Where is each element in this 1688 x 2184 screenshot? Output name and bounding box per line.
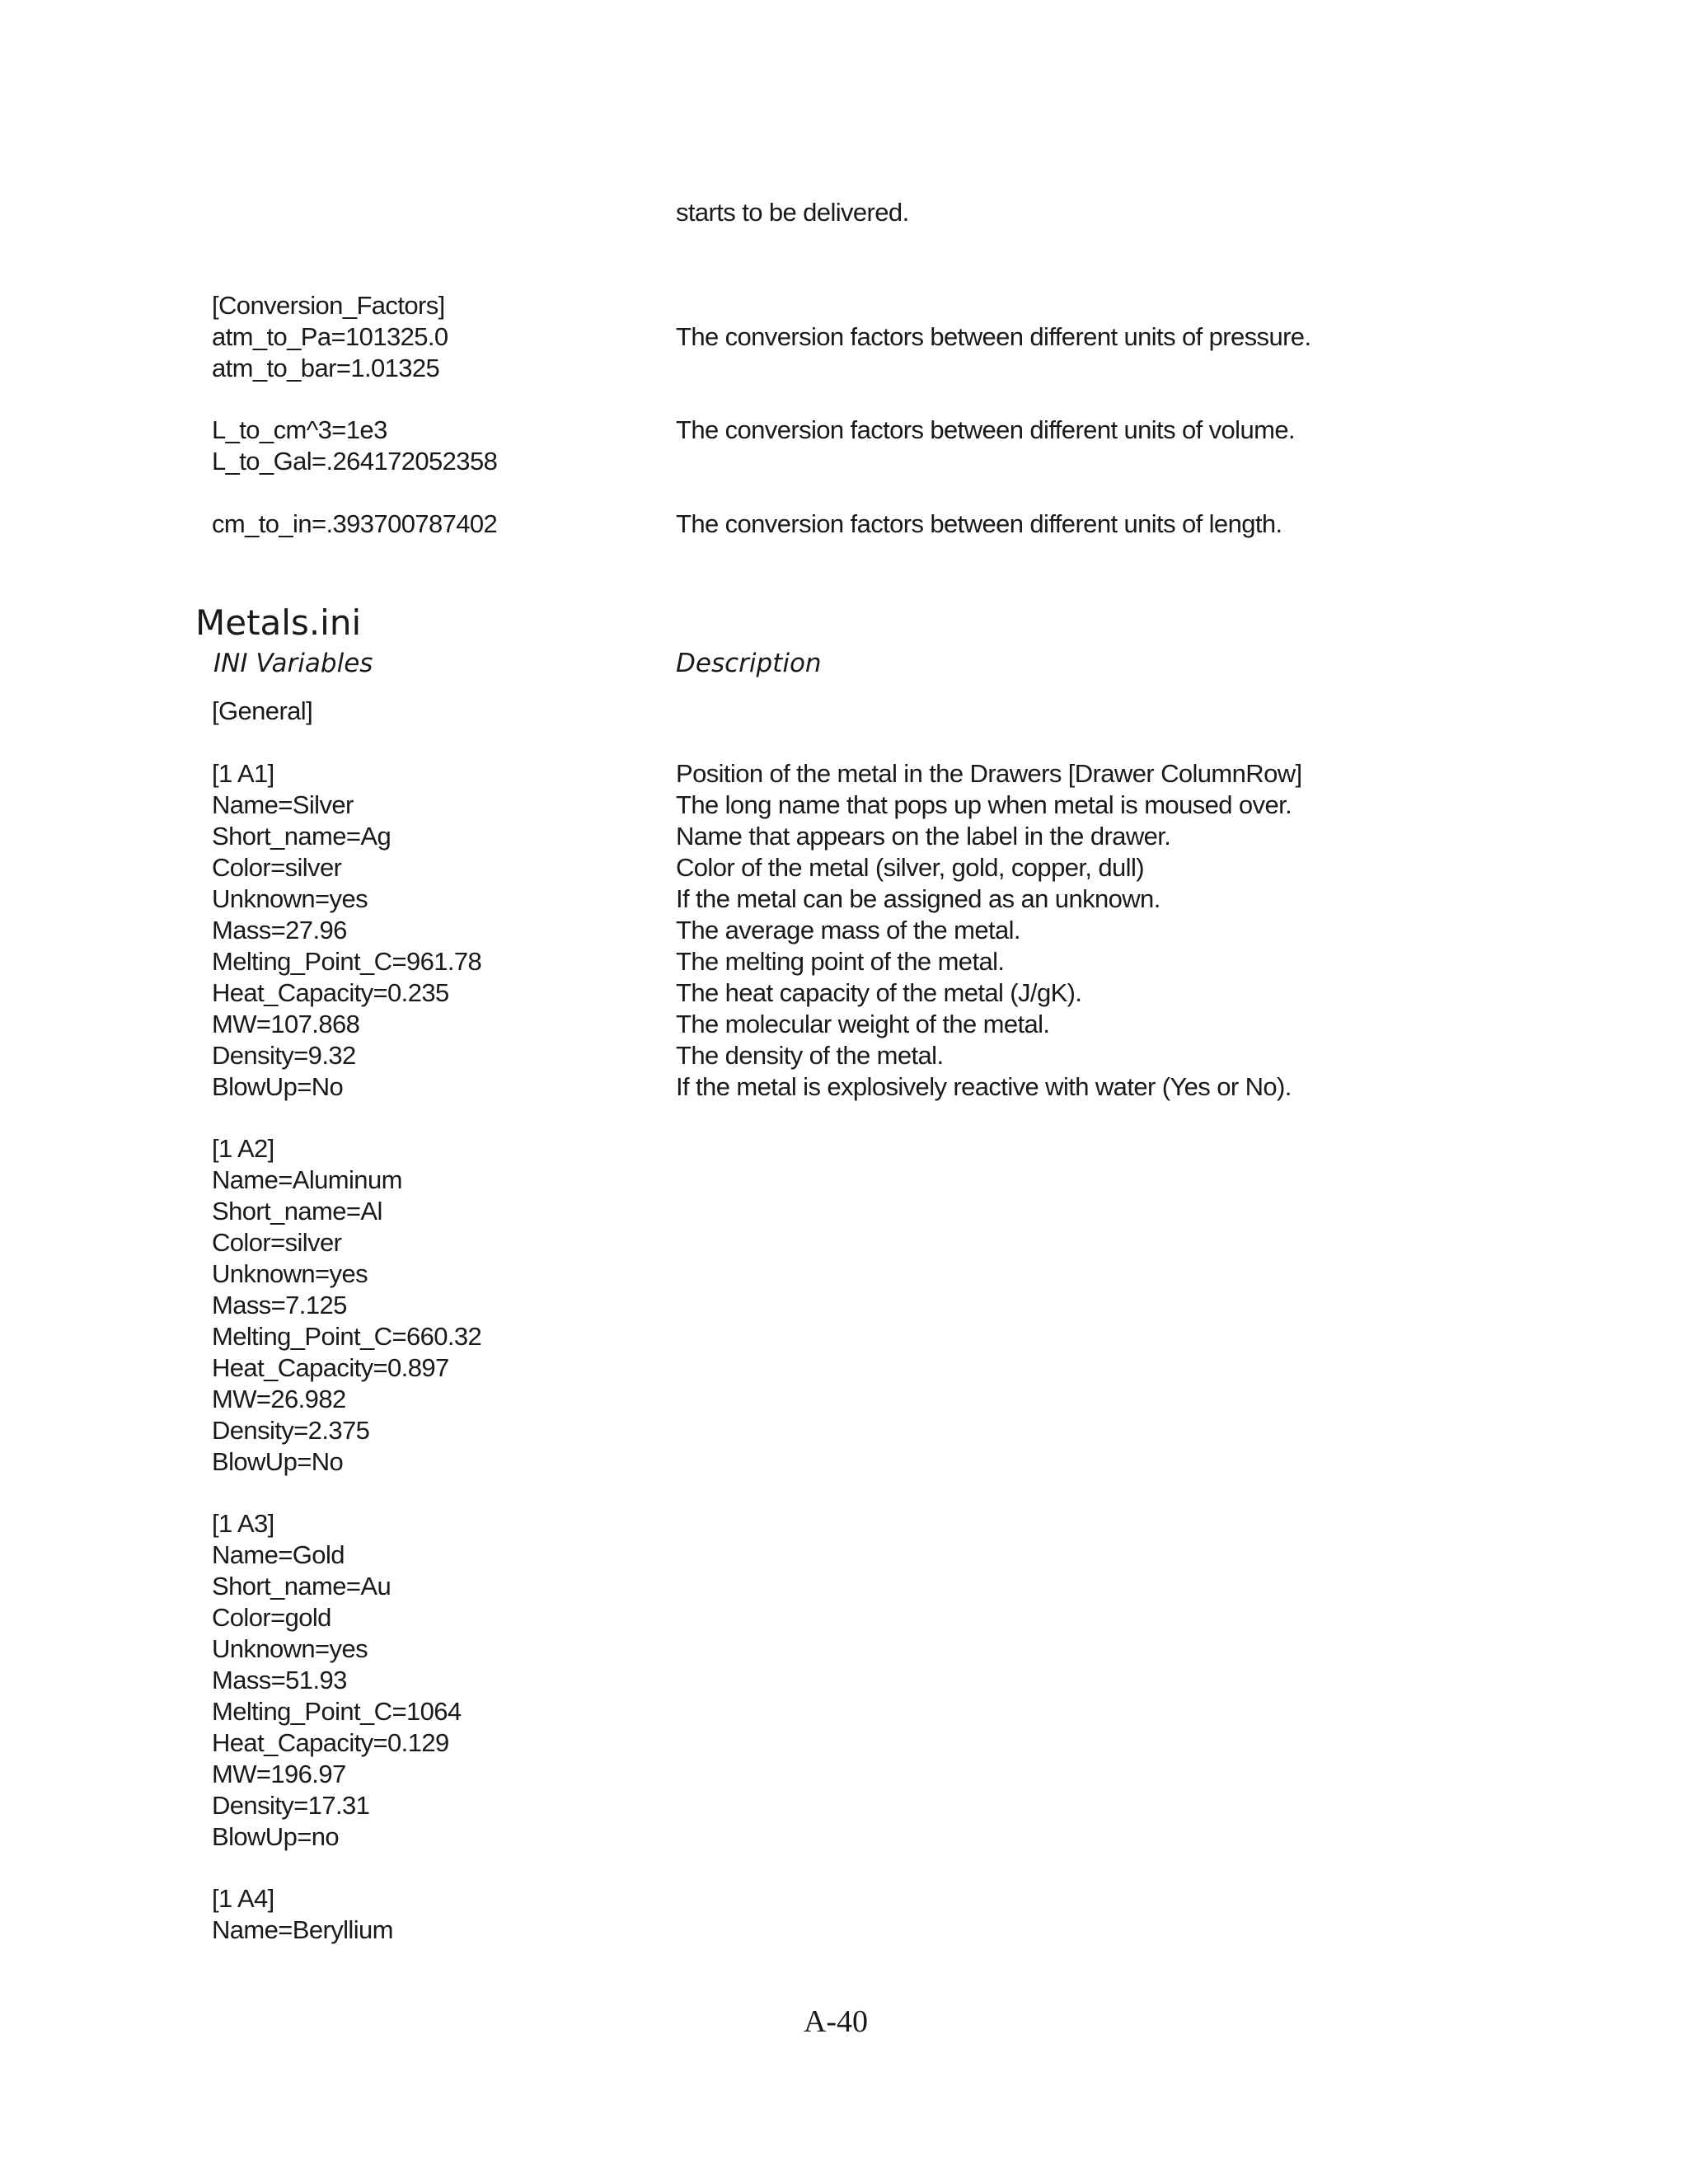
ini-variable: Color=silver xyxy=(212,853,342,882)
general-header: [General] xyxy=(212,696,313,725)
ini-variable: Color=silver xyxy=(212,1228,342,1257)
ini-variable: MW=26.982 xyxy=(212,1385,346,1413)
variable-description: The density of the metal. xyxy=(676,1041,944,1070)
section-title: Metals.ini xyxy=(195,602,362,643)
variable-description: If the metal can be assigned as an unknown. xyxy=(676,884,1160,913)
ini-variable: [1 A2] xyxy=(212,1134,274,1163)
ini-variable: Heat_Capacity=0.129 xyxy=(212,1728,449,1757)
variable-description: The molecular weight of the metal. xyxy=(676,1010,1050,1038)
ini-variable: L_to_cm^3=1e3 xyxy=(212,415,387,444)
ini-variable: L_to_Gal=.264172052358 xyxy=(212,447,498,476)
continuation-text: starts to be delivered. xyxy=(676,198,909,227)
ini-variable: Name=Silver xyxy=(212,790,354,819)
ini-variable: Heat_Capacity=0.235 xyxy=(212,978,449,1007)
ini-variable: BlowUp=no xyxy=(212,1822,340,1851)
variable-description: Name that appears on the label in the drawer. xyxy=(676,822,1171,851)
column-header-variables: INI Variables xyxy=(213,649,373,678)
variable-description: The heat capacity of the metal (J/gK). xyxy=(676,978,1082,1007)
ini-variable: Density=2.375 xyxy=(212,1416,370,1445)
ini-variable: Unknown=yes xyxy=(212,884,368,913)
ini-variable: Heat_Capacity=0.897 xyxy=(212,1353,449,1382)
ini-variable: cm_to_in=.393700787402 xyxy=(212,509,498,538)
ini-variable: Unknown=yes xyxy=(212,1634,368,1663)
ini-variable: Mass=7.125 xyxy=(212,1291,347,1319)
page-number: A-40 xyxy=(803,2004,869,2039)
variable-description: Color of the metal (silver, gold, copper, dull) xyxy=(676,853,1144,882)
ini-variable: atm_to_bar=1.01325 xyxy=(212,354,440,382)
length-description: The conversion factors between different units of length. xyxy=(676,509,1282,538)
ini-variable: MW=107.868 xyxy=(212,1010,360,1038)
ini-variable: BlowUp=No xyxy=(212,1447,344,1476)
ini-variable: Unknown=yes xyxy=(212,1259,368,1288)
pressure-description: The conversion factors between different units of pressure. xyxy=(676,322,1311,351)
ini-variable: Name=Beryllium xyxy=(212,1915,393,1944)
ini-variable: Mass=27.96 xyxy=(212,916,347,944)
ini-variable: Color=gold xyxy=(212,1603,331,1632)
ini-variable: BlowUp=No xyxy=(212,1072,344,1101)
variable-description: The long name that pops up when metal is moused over. xyxy=(676,790,1292,819)
column-header-description: Description xyxy=(676,649,822,678)
ini-variable: Melting_Point_C=961.78 xyxy=(212,947,482,976)
ini-variable: Short_name=Au xyxy=(212,1572,392,1601)
variable-description: If the metal is explosively reactive with water (Yes or No). xyxy=(676,1072,1292,1101)
variable-description: Position of the metal in the Drawers [Drawer ColumnRow] xyxy=(676,759,1302,788)
variable-description: The melting point of the metal. xyxy=(676,947,1005,976)
ini-variable: Density=9.32 xyxy=(212,1041,356,1070)
ini-variable: Density=17.31 xyxy=(212,1791,370,1820)
ini-variable: atm_to_Pa=101325.0 xyxy=(212,322,448,351)
ini-variable: Short_name=Al xyxy=(212,1197,382,1226)
volume-description: The conversion factors between different units of volume. xyxy=(676,415,1295,444)
ini-variable: [1 A4] xyxy=(212,1884,274,1913)
ini-variable: Melting_Point_C=1064 xyxy=(212,1697,462,1726)
ini-variable: Name=Gold xyxy=(212,1540,345,1569)
ini-variable: [1 A3] xyxy=(212,1509,274,1538)
ini-variable: Mass=51.93 xyxy=(212,1666,347,1694)
ini-variable: [1 A1] xyxy=(212,759,274,788)
ini-variable: Short_name=Ag xyxy=(212,822,392,851)
conversion-factors-header: [Conversion_Factors] xyxy=(212,291,445,320)
ini-variable: Name=Aluminum xyxy=(212,1165,402,1194)
variable-description: The average mass of the metal. xyxy=(676,916,1020,944)
ini-variable: MW=196.97 xyxy=(212,1760,346,1788)
ini-variable: Melting_Point_C=660.32 xyxy=(212,1322,482,1351)
